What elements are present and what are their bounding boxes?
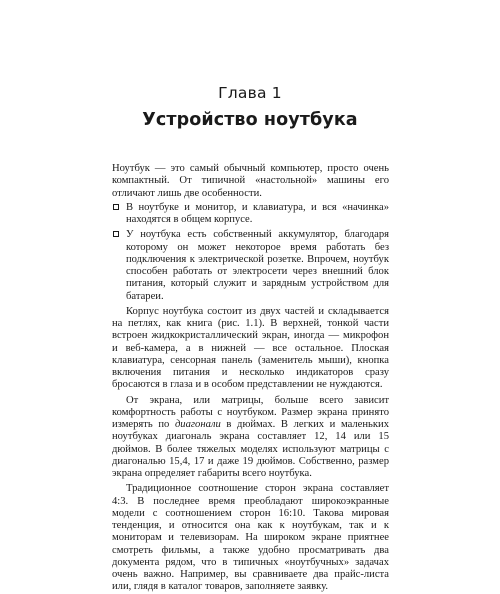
list-item	[112, 202, 389, 227]
list-item-text: У ноутбука есть собственный аккумулятор, благодаря которому он может некоторое время работать без подключения к электрической розетке. Впрочем, ноутбук способен работать от электросети через внешний блок питания, который служит и зарядным устройством для батареи.	[126, 229, 389, 302]
checkbox-bullet-icon	[113, 204, 119, 210]
body-paragraph: Корпус ноутбука состоит из двух частей и складывается на петлях, как книга (рис. 1.1). В верхней, тонкой части встроен жидкокристаллический экран, иногда — микрофон и веб-камера, а в нижней — все остальное. Плоская клавиатура, сенсорная панель (заменитель мыши), кнопка включения питания и несколько индикаторов сразу бросаются в глаза и в особом представлении не нуждаются.	[112, 305, 389, 391]
paragraph-text: в дюймах. В легких и маленьких ноутбуках диагональ экрана составляет 12, 14 или 15 дюймов. В более тяжелых моделях используют матрицы с диагональю 15,4, 17 и даже 19 дюймов. Собственно, размер экрана определяет габариты всего ноутбука.	[112, 419, 389, 479]
chapter-body	[112, 163, 389, 594]
feature-list	[112, 202, 389, 303]
intro-paragraph: Ноутбук — это самый обычный компьютер, просто очень компактный. От типичной «настольной» машины его отличают лишь две особенности.	[112, 163, 389, 199]
chapter-label: Глава 1	[218, 84, 282, 102]
list-item	[112, 229, 389, 303]
body-paragraph: Традиционное соотношение сторон экрана составляет 4:3. В последнее время преобладают широкоэкранные модели с соотношением сторон 16:10. Такова мировая тенденция, и относится она как к ноутбукам, так и к мониторам и телевизорам. На широком экране приятнее смотреть фильмы, а также удобно просматривать два документа рядом, что в типичных «ноутбучных» задачах очень важно. Например, вы сравниваете два прайс-листа или, глядя в каталог товаров, заполняете заявку.	[112, 483, 389, 593]
body-paragraph	[112, 395, 389, 481]
emphasis-text: диагонали	[174, 419, 221, 430]
paragraph-text: От экрана, или матрицы, больше всего зависит комфортность работы с ноутбуком. Размер экрана принято измерять по	[112, 394, 389, 430]
checkbox-bullet-icon	[113, 231, 119, 237]
chapter-title: Устройство ноутбука	[142, 110, 358, 130]
list-item-text: В ноутбуке и монитор, и клавиатура, и вся «начинка» находятся в общем корпусе.	[126, 201, 389, 225]
